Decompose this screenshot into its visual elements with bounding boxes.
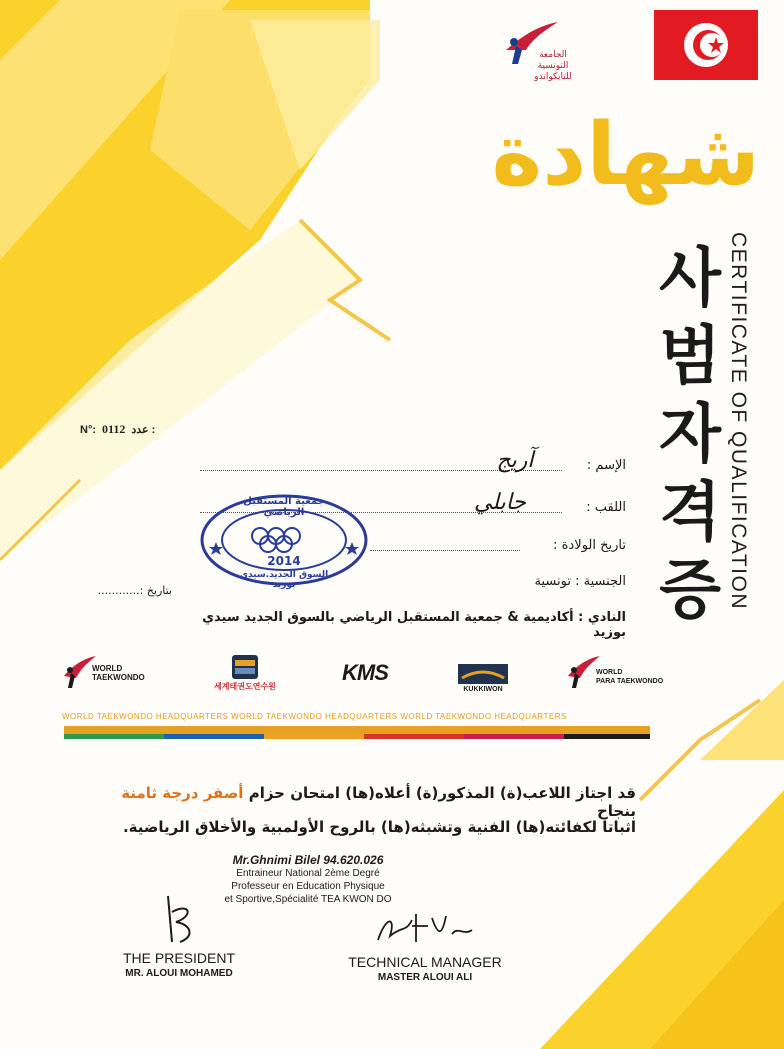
tunisia-flag-icon [654,10,758,80]
para-taekwondo-text: WORLD [596,669,623,676]
korean-char: 범 [659,320,721,394]
headquarters-strip-text: WORLD TAEKWONDO HEADQUARTERS WORLD TAEKWONDO HEADQUARTERS WORLD TAEKWONDO HEADQUARTERS [62,712,567,721]
birth-dots [370,550,520,551]
technical-manager-name: MASTER ALOUI ALI [377,972,473,983]
club-stamp [198,492,370,588]
number-suffix: : عدد [131,424,156,436]
title-korean [640,240,740,630]
korean-char: 자 [659,398,721,472]
stamp-top-text: جمعية المستقبل الرياضي [243,496,325,518]
name-label: الإسم : [586,458,626,473]
world-taekwondo-logo [62,654,172,694]
date-label: بتاريخ : [139,584,172,597]
kukkiwon-logo [458,664,508,694]
certificate-number [80,422,155,437]
coach-title: Professeur en Education Physique [231,881,385,892]
statement-text: بنجاح [596,802,636,820]
title-english [726,232,758,652]
kukkiwon-text: KUKKIWON [463,686,503,693]
coach-title: et Sportive,Spécialité TEA KWON DO [224,894,392,905]
surname-value: جابلي [473,490,527,515]
federation-name-line: التونسية [537,61,569,71]
nationality-label: الجنسية : تونسية [534,574,626,589]
date-dots: ............ [97,584,140,597]
club-label: النادي : أكاديمية & جمعية المستقبل الرياضي بالسوق الجديد سيدي بوزيد [202,610,626,640]
world-taekwondo-text: WORLD [92,664,123,673]
surname-label: اللقب : [586,500,626,515]
statement-text: قد اجتاز اللاعب(ة) المذكور(ة) أعلاه(ها) امتحان حزام [248,784,636,802]
kukkiwon-icon [458,664,508,684]
technical-manager-label: TECHNICAL MANAGER [348,954,502,970]
federation-name-line: للتايكواندو [534,72,572,82]
president-name: MR. ALOUI MOHAMED [125,968,233,979]
title-english-text: CERTIFICATE OF QUALIFICATION [727,232,750,611]
statement-line-1 [80,784,636,820]
wtf-academy-icon [231,654,259,680]
kms-text: KMS [342,660,388,685]
stamp-year: 2014 [267,554,301,568]
date-field [80,584,172,597]
wtf-academy-caption: 세계태권도연수원 [214,682,276,691]
number-prefix: N°: [80,424,97,436]
tunisia-flag [654,10,758,80]
federation-name-line: الجامعة [539,50,567,60]
name-value: آريج [496,448,534,473]
wtf-academy-logo [212,654,278,696]
number-value: 0112 [102,422,126,436]
coach-title: Entraineur National 2ème Degré [236,868,380,879]
coach-block [190,854,426,906]
president-label: THE PRESIDENT [122,950,235,966]
birth-label: تاريخ الولادة : [553,538,626,553]
para-taekwondo-logo [566,654,686,694]
statement-line-2: اثباتا لكفائته(ها) الفنية وتشبثه(ها) بالروح الأولمبية والأخلاق الرياضية. [122,818,636,836]
korean-char: 사 [659,242,721,316]
korean-char: 격 [659,476,721,550]
belt-grade-text: أصفر درجة ثامنة [121,784,244,802]
world-taekwondo-text: TAEKWONDO [92,673,145,682]
federation-logo [498,20,578,110]
kms-logo [342,660,402,690]
stamp-bottom-text: السوق الجديد.سيدي بوزيد [239,570,329,590]
coach-name: Mr.Ghnimi Bilel 94.620.026 [232,853,384,867]
para-taekwondo-text: PARA TAEKWONDO [596,678,664,685]
president-signature [150,892,210,952]
technical-manager-signature [372,906,482,950]
title-arabic: شهادة [491,105,760,205]
korean-char: 증 [659,554,721,628]
